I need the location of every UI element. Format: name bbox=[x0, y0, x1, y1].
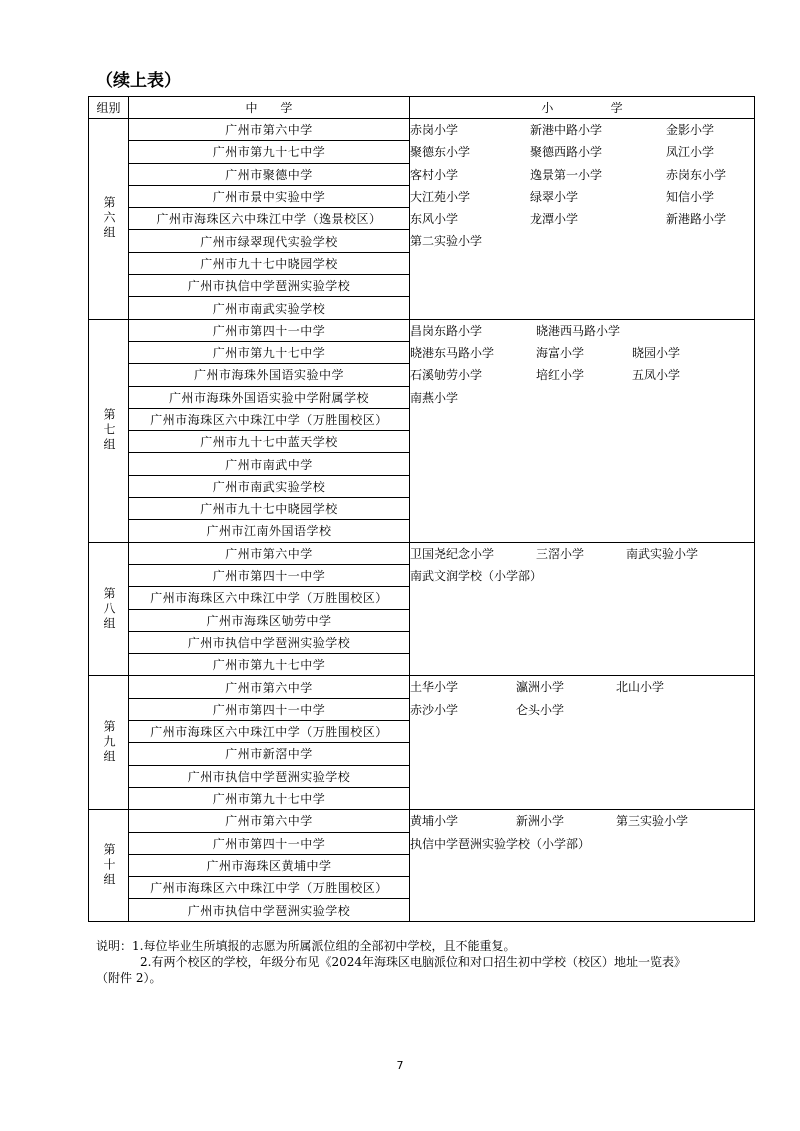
primary-school-name: 五凤小学 bbox=[632, 368, 681, 383]
primary-school-name: 瀛洲小学 bbox=[516, 680, 565, 695]
primary-school-name: 执信中学琶洲实验学校（小学部） bbox=[410, 836, 591, 851]
table-header-row bbox=[89, 97, 755, 119]
middle-school-cell: 广州市九十七中晓园学校 bbox=[129, 252, 410, 274]
primary-schools-cell bbox=[410, 676, 755, 810]
primary-row bbox=[410, 833, 754, 855]
primary-school-name: 聚德西路小学 bbox=[530, 145, 603, 160]
primary-school-name: 南武文润学校（小学部） bbox=[410, 568, 543, 583]
primary-row bbox=[410, 320, 754, 342]
primary-row bbox=[410, 543, 754, 565]
primary-school-name: 赤岗小学 bbox=[410, 123, 459, 137]
group-label bbox=[89, 319, 129, 542]
middle-school-cell: 广州市第六中学 bbox=[129, 676, 410, 698]
allocation-table bbox=[88, 96, 755, 922]
primary-school-name: 北山小学 bbox=[616, 680, 665, 695]
middle-school-cell: 广州市海珠区黄埔中学 bbox=[129, 854, 410, 876]
middle-school-cell: 广州市执信中学琶洲实验学校 bbox=[129, 899, 410, 921]
middle-school-cell: 广州市第九十七中学 bbox=[129, 787, 410, 809]
primary-school-name: 晓园小学 bbox=[632, 345, 681, 360]
table-row bbox=[89, 810, 755, 832]
table-row bbox=[89, 542, 755, 564]
group-name: 第六组 bbox=[102, 196, 116, 242]
middle-school-cell: 广州市第四十一中学 bbox=[129, 319, 410, 341]
primary-schools-cell bbox=[410, 119, 755, 320]
primary-row bbox=[410, 164, 754, 186]
primary-school-name: 凤江小学 bbox=[666, 145, 715, 160]
primary-school-name: 金影小学 bbox=[666, 123, 715, 137]
middle-school-cell: 广州市第六中学 bbox=[129, 810, 410, 832]
middle-school-cell: 广州市第六中学 bbox=[129, 542, 410, 564]
primary-school-name: 石溪劬劳小学 bbox=[410, 368, 483, 383]
table-row bbox=[89, 676, 755, 698]
middle-school-cell: 广州市第四十一中学 bbox=[129, 564, 410, 586]
primary-school-name: 南武实验小学 bbox=[626, 546, 699, 561]
primary-school-name: 赤岗东小学 bbox=[666, 167, 727, 182]
primary-school-name: 三滘小学 bbox=[536, 546, 585, 561]
primary-row bbox=[410, 699, 754, 721]
middle-school-cell: 广州市海珠外国语实验中学 bbox=[129, 364, 410, 386]
middle-school-cell: 广州市南武实验学校 bbox=[129, 297, 410, 319]
middle-school-cell: 广州市绿翠现代实验学校 bbox=[129, 230, 410, 252]
middle-school-cell: 广州市第九十七中学 bbox=[129, 654, 410, 676]
primary-schools-cell bbox=[410, 542, 755, 676]
group-label bbox=[89, 676, 129, 810]
group-label bbox=[89, 810, 129, 921]
primary-school-name: 新洲小学 bbox=[516, 814, 565, 829]
middle-school-cell: 广州市执信中学琶洲实验学校 bbox=[129, 765, 410, 787]
primary-school-name: 客村小学 bbox=[410, 167, 459, 182]
table-row bbox=[89, 319, 755, 341]
middle-school-cell: 广州市九十七中晓园学校 bbox=[129, 498, 410, 520]
primary-row bbox=[410, 676, 754, 698]
middle-school-cell: 广州市海珠区六中珠江中学（万胜围校区） bbox=[129, 408, 410, 430]
primary-school-name: 龙潭小学 bbox=[530, 212, 579, 227]
header-primary: 小 学 bbox=[410, 97, 755, 119]
header-group: 组别 bbox=[89, 97, 129, 119]
middle-school-cell: 广州市新滘中学 bbox=[129, 743, 410, 765]
primary-school-name: 仑头小学 bbox=[516, 702, 565, 717]
middle-school-cell: 广州市第四十一中学 bbox=[129, 698, 410, 720]
middle-school-cell: 广州市第九十七中学 bbox=[129, 341, 410, 363]
group-name: 第九组 bbox=[102, 720, 116, 766]
middle-school-cell: 广州市海珠区六中珠江中学（万胜围校区） bbox=[129, 877, 410, 899]
middle-school-cell: 广州市南武中学 bbox=[129, 453, 410, 475]
group-label bbox=[89, 542, 129, 676]
primary-school-name: 赤沙小学 bbox=[410, 702, 459, 717]
primary-school-name: 东风小学 bbox=[410, 212, 459, 227]
primary-school-name: 逸景第一小学 bbox=[530, 167, 603, 182]
primary-row bbox=[410, 342, 754, 364]
primary-school-name: 昌岗东路小学 bbox=[410, 323, 483, 338]
primary-school-name: 知信小学 bbox=[666, 189, 715, 204]
primary-school-name: 南燕小学 bbox=[410, 390, 459, 405]
primary-school-name: 新港中路小学 bbox=[530, 123, 603, 137]
primary-school-name: 土华小学 bbox=[410, 680, 459, 695]
primary-row bbox=[410, 230, 754, 252]
notes bbox=[96, 938, 686, 986]
primary-school-name: 卫国尧纪念小学 bbox=[410, 546, 495, 561]
primary-row bbox=[410, 141, 754, 163]
table-row bbox=[89, 119, 755, 141]
middle-school-cell: 广州市九十七中蓝天学校 bbox=[129, 431, 410, 453]
note-line-1: 说明：1.每位毕业生所填报的志愿为所属派位组的全部初中学校，且不能重复。 bbox=[96, 939, 516, 953]
primary-row bbox=[410, 208, 754, 230]
page-heading: （续上表） bbox=[96, 71, 181, 91]
primary-school-name: 绿翠小学 bbox=[530, 189, 579, 204]
middle-school-cell: 广州市执信中学琶洲实验学校 bbox=[129, 275, 410, 297]
primary-school-name: 大江苑小学 bbox=[410, 189, 471, 204]
group-name: 第七组 bbox=[102, 408, 116, 454]
note-line-3: （附件 2）。 bbox=[96, 971, 162, 985]
middle-school-cell: 广州市江南外国语学校 bbox=[129, 520, 410, 542]
primary-school-name: 晓港东马路小学 bbox=[410, 345, 495, 360]
primary-schools-cell bbox=[410, 319, 755, 542]
primary-school-name: 第三实验小学 bbox=[616, 814, 689, 829]
primary-row bbox=[410, 119, 754, 141]
primary-row bbox=[410, 565, 754, 587]
primary-row bbox=[410, 364, 754, 386]
middle-school-cell: 广州市海珠区劬劳中学 bbox=[129, 609, 410, 631]
page-number: 7 bbox=[396, 1059, 404, 1072]
primary-row bbox=[410, 186, 754, 208]
primary-school-name: 新港路小学 bbox=[666, 212, 727, 227]
note-line-2: 2.有两个校区的学校，年级分布见《2024年海珠区电脑派位和对口招生初中学校（校区）地址一览表》 bbox=[140, 955, 686, 969]
primary-row bbox=[410, 810, 754, 832]
middle-school-cell: 广州市海珠区六中珠江中学（逸景校区） bbox=[129, 208, 410, 230]
middle-school-cell: 广州市执信中学琶洲实验学校 bbox=[129, 631, 410, 653]
middle-school-cell: 广州市南武实验学校 bbox=[129, 475, 410, 497]
primary-school-name: 聚德东小学 bbox=[410, 145, 471, 160]
group-name: 第八组 bbox=[102, 586, 116, 632]
primary-school-name: 海富小学 bbox=[536, 345, 585, 360]
middle-school-cell: 广州市第四十一中学 bbox=[129, 832, 410, 854]
group-label bbox=[89, 119, 129, 320]
middle-school-cell: 广州市海珠外国语实验中学附属学校 bbox=[129, 386, 410, 408]
primary-school-name: 培红小学 bbox=[536, 368, 585, 383]
primary-school-name: 第二实验小学 bbox=[410, 234, 483, 249]
primary-school-name: 晓港西马路小学 bbox=[536, 323, 621, 338]
middle-school-cell: 广州市海珠区六中珠江中学（万胜围校区） bbox=[129, 721, 410, 743]
middle-school-cell: 广州市海珠区六中珠江中学（万胜围校区） bbox=[129, 587, 410, 609]
middle-school-cell: 广州市景中实验中学 bbox=[129, 185, 410, 207]
primary-schools-cell bbox=[410, 810, 755, 921]
primary-row bbox=[410, 387, 754, 409]
group-name: 第十组 bbox=[102, 842, 116, 888]
middle-school-cell: 广州市第九十七中学 bbox=[129, 141, 410, 163]
middle-school-cell: 广州市聚德中学 bbox=[129, 163, 410, 185]
middle-school-cell: 广州市第六中学 bbox=[129, 119, 410, 141]
header-middle: 中 学 bbox=[129, 97, 410, 119]
primary-school-name: 黄埔小学 bbox=[410, 814, 459, 829]
